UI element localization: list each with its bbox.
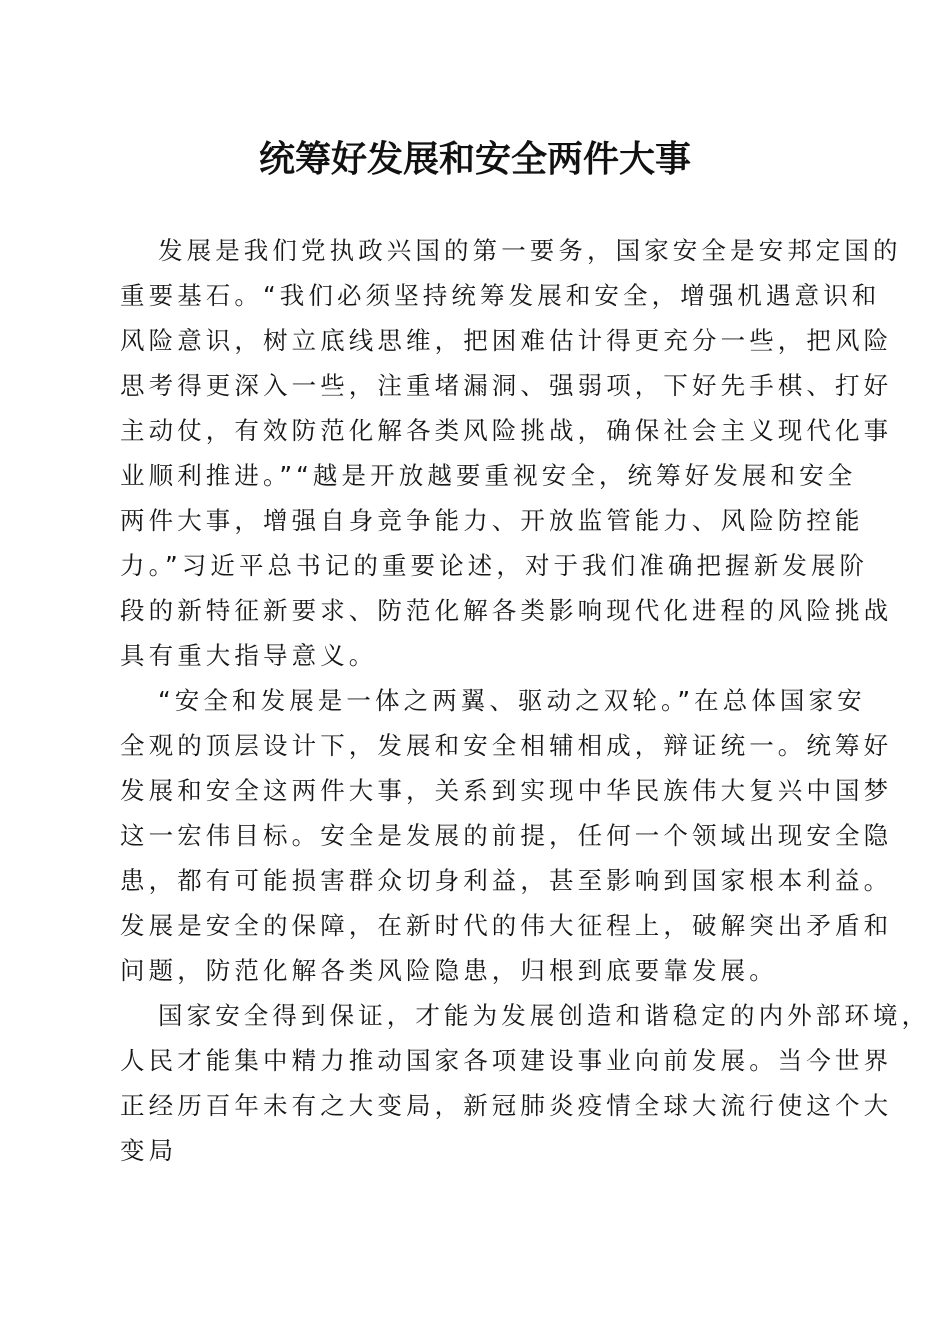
paragraph-2-line-2: 全观的顶层设计下，发展和安全相辅相成，辩证统一。统筹好 [120,731,893,760]
paragraph-1-line-9: 段的新特征新要求、防范化解各类影响现代化进程的风险挑战 [120,596,893,625]
document-title: 统筹好发展和安全两件大事 [258,138,691,180]
paragraph-2-line-3: 发展和安全这两件大事，关系到实现中华民族伟大复兴中国梦 [120,776,893,805]
paragraph-1-line-1: 发展是我们党执政兴国的第一要务，国家安全是安邦定国的 [158,236,902,265]
paragraph-2-line-1: “安全和发展是一体之两翼、驱动之双轮。”在总体国家安 [158,686,866,715]
paragraph-1-line-4: 思考得更深入一些，注重堵漏洞、强弱项，下好先手棋、打好 [120,371,893,400]
paragraph-3-line-4: 变局 [120,1136,178,1165]
paragraph-2-line-6: 发展是安全的保障，在新时代的伟大征程上，破解突出矛盾和 [120,911,893,940]
paragraph-1-line-8: 力。”习近平总书记的重要论述，对于我们准确把握新发展阶 [120,551,869,580]
paragraph-1-line-5: 主动仗，有效防范化解各类风险挑战，确保社会主义现代化事 [120,416,893,445]
paragraph-1-line-7: 两件大事，增强自身竞争能力、开放监管能力、风险防控能 [120,506,864,535]
paragraph-1-line-2: 重要基石。“我们必须坚持统筹发展和安全，增强机遇意识和 [120,281,881,310]
paragraph-2-line-5: 患，都有可能损害群众切身利益，甚至影响到国家根本利益。 [120,866,893,895]
paragraph-3-line-1: 国家安全得到保证，才能为发展创造和谐稳定的内外部环境， [158,1001,931,1030]
paragraph-1-line-10: 具有重大指导意义。 [120,641,378,670]
paragraph-3-line-3: 正经历百年未有之大变局，新冠肺炎疫情全球大流行使这个大 [120,1091,893,1120]
paragraph-3-line-2: 人民才能集中精力推动国家各项建设事业向前发展。当今世界 [120,1046,893,1075]
paragraph-2-line-7: 问题，防范化解各类风险隐患，归根到底要靠发展。 [120,956,778,985]
paragraph-2-line-4: 这一宏伟目标。安全是发展的前提，任何一个领域出现安全隐 [120,821,893,850]
paragraph-1-line-6: 业顺利推进。”“越是开放越要重视安全，统筹好发展和安全 [120,461,857,490]
paragraph-1-line-3: 风险意识，树立底线思维，把困难估计得更充分一些，把风险 [120,326,893,355]
